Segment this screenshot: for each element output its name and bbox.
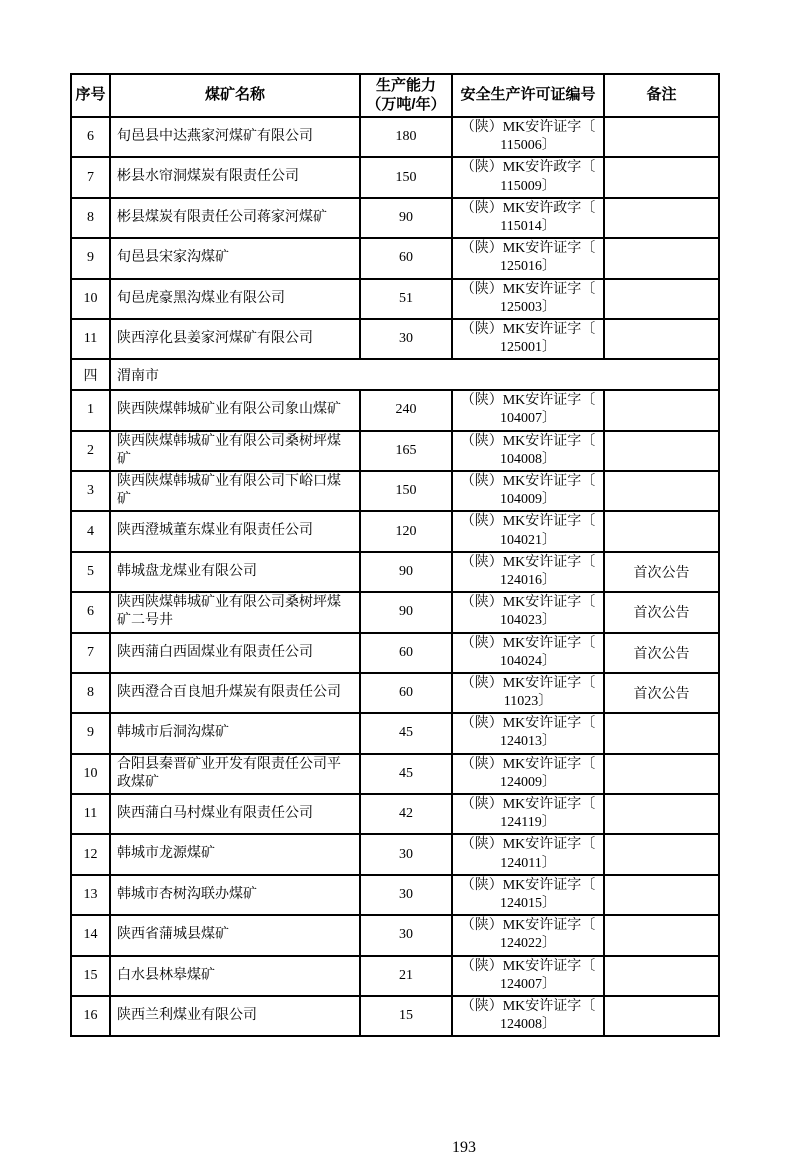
cell-mine-name: 彬县煤炭有限责任公司蒋家河煤矿 [110, 198, 360, 238]
cell-mine-name: 陕西省蒲城县煤矿 [110, 915, 360, 955]
license-line2: 124009〕 [500, 774, 556, 790]
license-line2: 104023〕 [500, 613, 556, 629]
cell-license [452, 592, 604, 632]
cell-capacity: 120 [360, 511, 452, 551]
cell-no: 13 [71, 875, 110, 915]
cell-mine-name: 陕西蒲白西固煤业有限责任公司 [110, 633, 360, 673]
license-line1: （陕）MK安许证字〔 [460, 595, 596, 611]
cell-mine-name: 彬县水帘洞煤炭有限责任公司 [110, 157, 360, 197]
cell-note: 首次公告 [604, 592, 719, 632]
license-line2: 124016〕 [500, 572, 556, 588]
header-license: 安全生产许可证编号 [452, 74, 604, 117]
cell-capacity: 165 [360, 431, 452, 471]
cell-license [452, 794, 604, 834]
cell-capacity: 45 [360, 754, 452, 794]
cell-capacity: 90 [360, 198, 452, 238]
cell-note [604, 431, 719, 471]
cell-no: 14 [71, 915, 110, 955]
section-row [71, 359, 719, 390]
cell-no: 6 [71, 592, 110, 632]
cell-no: 2 [71, 431, 110, 471]
cell-license [452, 713, 604, 753]
license-line1: （陕）MK安许证字〔 [460, 120, 596, 135]
cell-no: 9 [71, 238, 110, 278]
cell-note [604, 390, 719, 430]
cell-no: 4 [71, 511, 110, 551]
license-line2: 124015〕 [500, 895, 556, 911]
cell-mine-name: 韩城市龙源煤矿 [110, 834, 360, 874]
cell-note [604, 238, 719, 278]
cell-capacity: 150 [360, 471, 452, 511]
license-line2: 104007〕 [500, 411, 556, 427]
cell-note [604, 875, 719, 915]
table-row [71, 471, 719, 511]
license-line1: （陕）MK安许证字〔 [460, 877, 596, 893]
cell-capacity: 30 [360, 834, 452, 874]
table-row [71, 198, 719, 238]
license-line2: 125016〕 [500, 259, 556, 275]
license-line1: （陕）MK安许证字〔 [460, 918, 596, 934]
table-row [71, 319, 719, 359]
license-line2: 115009〕 [500, 178, 556, 194]
table-row [71, 754, 719, 794]
cell-mine-name: 陕西澄城董东煤业有限责任公司 [110, 511, 360, 551]
table-row [71, 552, 719, 592]
cell-no: 8 [71, 198, 110, 238]
license-line2: 104009〕 [500, 492, 556, 508]
cell-mine-name: 合阳县秦晋矿业开发有限责任公司平政煤矿 [110, 754, 360, 794]
license-line1: （陕）MK安许证字〔 [460, 433, 596, 449]
cell-license [452, 471, 604, 511]
license-line1: （陕）MK安许证字〔 [460, 241, 596, 257]
cell-capacity: 60 [360, 673, 452, 713]
license-line1: （陕）MK安许证字〔 [460, 716, 596, 732]
cell-mine-name: 陕西澄合百良旭升煤炭有限责任公司 [110, 673, 360, 713]
cell-note [604, 511, 719, 551]
cell-no: 10 [71, 754, 110, 794]
cell-note [604, 754, 719, 794]
cell-capacity: 180 [360, 117, 452, 157]
table-row [71, 633, 719, 673]
cell-license [452, 390, 604, 430]
document-page [70, 73, 718, 1156]
cell-note [604, 471, 719, 511]
table-row [71, 238, 719, 278]
header-capacity [360, 74, 452, 117]
cell-license [452, 117, 604, 157]
license-line2: 124011〕 [500, 855, 556, 871]
license-line1: （陕）MK安许证字〔 [460, 675, 596, 691]
cell-section-name: 渭南市 [110, 359, 719, 390]
cell-capacity: 45 [360, 713, 452, 753]
license-line2: 124007〕 [500, 976, 556, 992]
license-line2: 125001〕 [500, 340, 556, 356]
cell-mine-name: 白水县林皋煤矿 [110, 956, 360, 996]
cell-note [604, 834, 719, 874]
cell-capacity: 240 [360, 390, 452, 430]
cell-license [452, 319, 604, 359]
cell-note [604, 915, 719, 955]
cell-no: 11 [71, 319, 110, 359]
cell-capacity: 30 [360, 915, 452, 955]
cell-section-no: 四 [71, 359, 110, 390]
cell-note [604, 956, 719, 996]
header-no: 序号 [71, 74, 110, 117]
license-line2: 115014〕 [500, 218, 556, 234]
table-row [71, 713, 719, 753]
cell-no: 8 [71, 673, 110, 713]
cell-license [452, 875, 604, 915]
cell-mine-name: 韩城市杏树沟联办煤矿 [110, 875, 360, 915]
cell-mine-name: 旬邑虎豪黑沟煤业有限公司 [110, 279, 360, 319]
cell-mine-name: 陕西陕煤韩城矿业有限公司桑树坪煤矿 [110, 431, 360, 471]
license-line2: 115006〕 [500, 138, 556, 154]
cell-mine-name: 陕西淳化县姜家河煤矿有限公司 [110, 319, 360, 359]
license-line1: （陕）MK安许证字〔 [460, 393, 596, 409]
license-line2: 11023〕 [503, 694, 553, 710]
cell-no: 7 [71, 157, 110, 197]
cell-note: 首次公告 [604, 552, 719, 592]
cell-no: 1 [71, 390, 110, 430]
cell-capacity: 90 [360, 552, 452, 592]
cell-license [452, 198, 604, 238]
header-row [71, 74, 719, 117]
cell-no: 7 [71, 633, 110, 673]
header-mine-name: 煤矿名称 [110, 74, 360, 117]
cell-capacity: 60 [360, 238, 452, 278]
table-row [71, 956, 719, 996]
license-line1: （陕）MK安许证字〔 [460, 474, 596, 489]
license-line1: （陕）MK安许证字〔 [460, 797, 596, 812]
header-note: 备注 [604, 74, 719, 117]
cell-capacity: 150 [360, 157, 452, 197]
page-number: 193 [452, 1139, 476, 1156]
cell-mine-name: 韩城市后洞沟煤矿 [110, 713, 360, 753]
cell-capacity: 51 [360, 279, 452, 319]
license-line2: 124013〕 [500, 734, 556, 750]
cell-license [452, 834, 604, 874]
license-line1: （陕）MK安许政字〔 [460, 200, 596, 216]
cell-license [452, 279, 604, 319]
cell-mine-name: 韩城盘龙煤业有限公司 [110, 552, 360, 592]
cell-mine-name: 陕西陕煤韩城矿业有限公司桑树坪煤矿二号井 [110, 592, 360, 632]
cell-mine-name: 陕西蒲白马村煤业有限责任公司 [110, 794, 360, 834]
cell-no: 5 [71, 552, 110, 592]
license-line2: 125003〕 [500, 299, 556, 315]
cell-capacity: 30 [360, 875, 452, 915]
license-line1: （陕）MK安许证字〔 [460, 514, 596, 530]
cell-mine-name: 旬邑县宋家沟煤矿 [110, 238, 360, 278]
table-row [71, 673, 719, 713]
license-line1: （陕）MK安许证字〔 [460, 837, 596, 853]
cell-note [604, 713, 719, 753]
table-row [71, 794, 719, 834]
cell-license [452, 238, 604, 278]
cell-license [452, 431, 604, 471]
cell-mine-name: 陕西陕煤韩城矿业有限公司下峪口煤矿 [110, 471, 360, 511]
license-line1: （陕）MK安许证字〔 [460, 281, 596, 297]
cell-note [604, 319, 719, 359]
license-line1: （陕）MK安许证字〔 [460, 998, 596, 1014]
table-row [71, 996, 719, 1036]
cell-note [604, 279, 719, 319]
coal-mine-table [70, 73, 720, 1037]
cell-note [604, 198, 719, 238]
license-line2: 104024〕 [500, 653, 556, 669]
table-row [71, 117, 719, 157]
cell-license [452, 956, 604, 996]
cell-license [452, 915, 604, 955]
table-row [71, 157, 719, 197]
header-capacity-line2: （万吨/年） [366, 95, 446, 113]
cell-note: 首次公告 [604, 673, 719, 713]
license-line2: 104008〕 [500, 451, 556, 467]
cell-no: 11 [71, 794, 110, 834]
cell-no: 16 [71, 996, 110, 1036]
header-capacity-line1: 生产能力 [375, 76, 436, 94]
cell-license [452, 673, 604, 713]
cell-mine-name: 陕西兰利煤业有限公司 [110, 996, 360, 1036]
cell-note [604, 157, 719, 197]
cell-license [452, 552, 604, 592]
cell-no: 9 [71, 713, 110, 753]
cell-no: 3 [71, 471, 110, 511]
cell-mine-name: 旬邑县中达燕家河煤矿有限公司 [110, 117, 360, 157]
cell-license [452, 157, 604, 197]
cell-note: 首次公告 [604, 633, 719, 673]
cell-capacity: 90 [360, 592, 452, 632]
license-line1: （陕）MK安许证字〔 [460, 554, 596, 570]
license-line1: （陕）MK安许证字〔 [460, 958, 596, 974]
license-line2: 104021〕 [500, 532, 556, 548]
cell-no: 10 [71, 279, 110, 319]
license-line2: 124119〕 [500, 815, 556, 831]
cell-capacity: 60 [360, 633, 452, 673]
license-line1: （陕）MK安许政字〔 [460, 160, 596, 176]
cell-license [452, 754, 604, 794]
cell-capacity: 30 [360, 319, 452, 359]
license-line1: （陕）MK安许证字〔 [460, 635, 596, 651]
license-line2: 124022〕 [500, 936, 556, 952]
license-line1: （陕）MK安许证字〔 [460, 321, 596, 337]
cell-license [452, 996, 604, 1036]
table-row [71, 511, 719, 551]
cell-note [604, 117, 719, 157]
cell-capacity: 21 [360, 956, 452, 996]
cell-capacity: 42 [360, 794, 452, 834]
table-row [71, 279, 719, 319]
cell-capacity: 15 [360, 996, 452, 1036]
table-row [71, 431, 719, 471]
table-row [71, 390, 719, 430]
table-row [71, 834, 719, 874]
cell-license [452, 633, 604, 673]
cell-license [452, 511, 604, 551]
cell-note [604, 996, 719, 1036]
license-line1: （陕）MK安许证字〔 [460, 756, 596, 772]
table-row [71, 915, 719, 955]
cell-no: 6 [71, 117, 110, 157]
table-row [71, 592, 719, 632]
cell-mine-name: 陕西陕煤韩城矿业有限公司象山煤矿 [110, 390, 360, 430]
cell-note [604, 794, 719, 834]
license-line2: 124008〕 [500, 1017, 556, 1033]
table-row [71, 875, 719, 915]
cell-no: 12 [71, 834, 110, 874]
cell-no: 15 [71, 956, 110, 996]
